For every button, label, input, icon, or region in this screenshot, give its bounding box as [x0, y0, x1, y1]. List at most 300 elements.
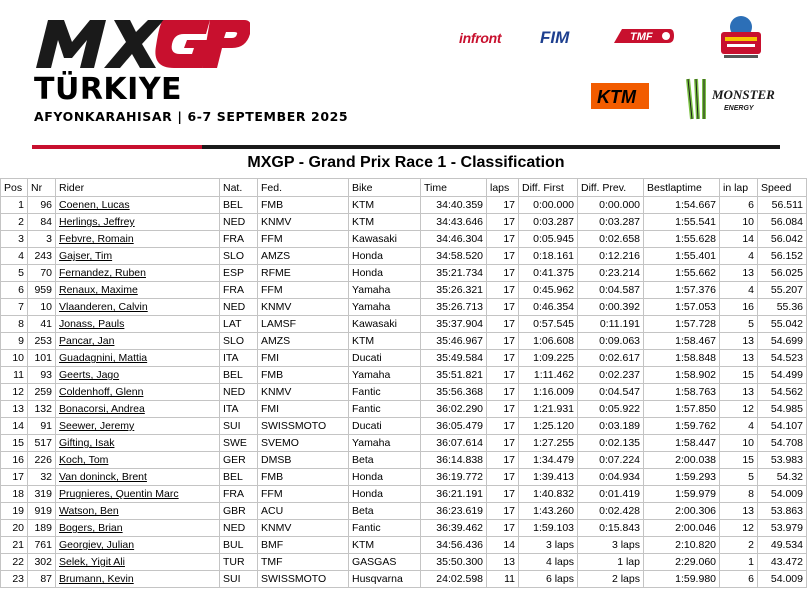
cell-bestlaptime: 1:59.979: [644, 486, 720, 503]
event-header: [0, 0, 812, 150]
cell-rider[interactable]: Vlaanderen, Calvin: [56, 299, 220, 316]
svg-text:ENERGY: ENERGY: [724, 105, 754, 112]
cell-laps: 17: [487, 469, 519, 486]
cell-diff-first: 0:46.354: [519, 299, 578, 316]
cell-nr: 87: [28, 571, 56, 588]
table-row: [1, 231, 807, 248]
cell-bestlaptime: 1:57.053: [644, 299, 720, 316]
cell-pos: 22: [1, 554, 28, 571]
cell-laps: 17: [487, 316, 519, 333]
cell-in-lap: 12: [720, 401, 758, 418]
cell-nr: 132: [28, 401, 56, 418]
col-header-in-lap: in lap: [720, 179, 758, 197]
cell-laps: 17: [487, 231, 519, 248]
fim-logo: FIM: [540, 28, 570, 47]
cell-bestlaptime: 1:58.467: [644, 333, 720, 350]
cell-pos: 13: [1, 401, 28, 418]
svg-text:KTM: KTM: [597, 87, 636, 107]
event-name: TÜRKIYE: [34, 72, 183, 107]
col-header-rider: Rider: [56, 179, 220, 197]
cell-diff-first: 0:00.000: [519, 197, 578, 214]
cell-bike: Honda: [349, 248, 421, 265]
cell-diff-first: 0:18.161: [519, 248, 578, 265]
cell-laps: 17: [487, 384, 519, 401]
cell-fed: TMF: [258, 554, 349, 571]
cell-bike: Yamaha: [349, 435, 421, 452]
cell-nr: 96: [28, 197, 56, 214]
cell-speed: 54.708: [758, 435, 807, 452]
cell-laps: 17: [487, 503, 519, 520]
cell-time: 34:43.646: [421, 214, 487, 231]
cell-bestlaptime: 1:59.293: [644, 469, 720, 486]
cell-rider[interactable]: Febvre, Romain: [56, 231, 220, 248]
cell-bestlaptime: 2:10.820: [644, 537, 720, 554]
cell-fed: FFM: [258, 231, 349, 248]
cell-bike: Fantic: [349, 520, 421, 537]
cell-time: 36:14.838: [421, 452, 487, 469]
page-title: MXGP - Grand Prix Race 1 - Classification: [247, 154, 565, 171]
cell-rider[interactable]: Prugnieres, Quentin Marc: [56, 486, 220, 503]
cell-diff-first: 0:05.945: [519, 231, 578, 248]
cell-diff-first: 1:11.462: [519, 367, 578, 384]
mxgp-logo: [34, 12, 250, 70]
cell-diff-prev: 0:00.000: [578, 197, 644, 214]
cell-laps: 17: [487, 367, 519, 384]
cell-bestlaptime: 1:55.541: [644, 214, 720, 231]
cell-bike: KTM: [349, 537, 421, 554]
table-row: [1, 401, 807, 418]
cell-nr: 93: [28, 367, 56, 384]
cell-nat: NED: [220, 384, 258, 401]
cell-diff-first: 1:25.120: [519, 418, 578, 435]
cell-bike: Ducati: [349, 350, 421, 367]
cell-in-lap: 10: [720, 214, 758, 231]
cell-speed: 54.107: [758, 418, 807, 435]
cell-diff-prev: 0:02.237: [578, 367, 644, 384]
cell-bestlaptime: 1:58.763: [644, 384, 720, 401]
cell-in-lap: 4: [720, 418, 758, 435]
cell-nat: FRA: [220, 282, 258, 299]
cell-time: 36:39.462: [421, 520, 487, 537]
cell-speed: 55.042: [758, 316, 807, 333]
cell-pos: 7: [1, 299, 28, 316]
table-row: [1, 265, 807, 282]
cell-diff-prev: 0:02.658: [578, 231, 644, 248]
cell-time: 35:50.300: [421, 554, 487, 571]
cell-in-lap: 15: [720, 452, 758, 469]
cell-fed: KNMV: [258, 384, 349, 401]
cell-fed: FFM: [258, 486, 349, 503]
cell-bestlaptime: 1:58.902: [644, 367, 720, 384]
cell-bike: Kawasaki: [349, 316, 421, 333]
cell-in-lap: 10: [720, 435, 758, 452]
cell-diff-first: 1:39.413: [519, 469, 578, 486]
cell-bike: GASGAS: [349, 554, 421, 571]
cell-pos: 19: [1, 503, 28, 520]
cell-in-lap: 13: [720, 350, 758, 367]
cell-in-lap: 4: [720, 248, 758, 265]
cell-in-lap: 4: [720, 282, 758, 299]
cell-speed: 53.979: [758, 520, 807, 537]
cell-nat: SUI: [220, 418, 258, 435]
cell-time: 36:02.290: [421, 401, 487, 418]
cell-pos: 5: [1, 265, 28, 282]
cell-time: 36:21.191: [421, 486, 487, 503]
cell-diff-prev: 0:03.189: [578, 418, 644, 435]
cell-diff-first: 0:03.287: [519, 214, 578, 231]
cell-rider[interactable]: Bonacorsi, Andrea: [56, 401, 220, 418]
cell-diff-prev: 0:00.392: [578, 299, 644, 316]
cell-speed: 56.152: [758, 248, 807, 265]
cell-fed: ACU: [258, 503, 349, 520]
cell-nat: BEL: [220, 469, 258, 486]
table-row: [1, 435, 807, 452]
cell-speed: 56.511: [758, 197, 807, 214]
col-header-pos: Pos: [1, 179, 28, 197]
cell-bike: Yamaha: [349, 299, 421, 316]
cell-nat: BEL: [220, 367, 258, 384]
table-row: [1, 282, 807, 299]
cell-speed: 56.084: [758, 214, 807, 231]
cell-bike: Honda: [349, 486, 421, 503]
cell-speed: 54.32: [758, 469, 807, 486]
table-row: [1, 520, 807, 537]
cell-laps: 14: [487, 537, 519, 554]
cell-laps: 17: [487, 333, 519, 350]
cell-pos: 4: [1, 248, 28, 265]
cell-laps: 17: [487, 265, 519, 282]
col-header-bike: Bike: [349, 179, 421, 197]
cell-time: 34:40.359: [421, 197, 487, 214]
cell-time: 36:05.479: [421, 418, 487, 435]
cell-diff-prev: 0:04.934: [578, 469, 644, 486]
cell-speed: 54.009: [758, 486, 807, 503]
cell-bestlaptime: 1:59.980: [644, 571, 720, 588]
cell-fed: AMZS: [258, 333, 349, 350]
cell-speed: 54.699: [758, 333, 807, 350]
table-row: [1, 316, 807, 333]
cell-time: 36:19.772: [421, 469, 487, 486]
cell-bestlaptime: 1:58.447: [644, 435, 720, 452]
table-row: [1, 299, 807, 316]
cell-speed: 54.523: [758, 350, 807, 367]
cell-bike: Fantic: [349, 401, 421, 418]
cell-nr: 226: [28, 452, 56, 469]
cell-pos: 20: [1, 520, 28, 537]
table-row: [1, 333, 807, 350]
cell-nat: NED: [220, 299, 258, 316]
ktm-logo: [591, 83, 649, 109]
cell-nr: 919: [28, 503, 56, 520]
table-row: [1, 469, 807, 486]
cell-rider[interactable]: Guadagnini, Mattia: [56, 350, 220, 367]
cell-pos: 3: [1, 231, 28, 248]
cell-in-lap: 1: [720, 554, 758, 571]
cell-fed: AMZS: [258, 248, 349, 265]
table-row: [1, 503, 807, 520]
cell-rider[interactable]: Selek, Yigit Ali: [56, 554, 220, 571]
cell-nr: 319: [28, 486, 56, 503]
cell-diff-first: 1:16.009: [519, 384, 578, 401]
table-row: [1, 197, 807, 214]
cell-nat: TUR: [220, 554, 258, 571]
cell-laps: 17: [487, 350, 519, 367]
cell-pos: 10: [1, 350, 28, 367]
cell-diff-prev: 0:02.135: [578, 435, 644, 452]
cell-in-lap: 13: [720, 333, 758, 350]
cell-bike: Yamaha: [349, 282, 421, 299]
cell-diff-first: 1:21.931: [519, 401, 578, 418]
cell-time: 35:37.904: [421, 316, 487, 333]
cell-diff-first: 1:09.225: [519, 350, 578, 367]
cell-laps: 17: [487, 282, 519, 299]
table-row: [1, 554, 807, 571]
cell-speed: 54.562: [758, 384, 807, 401]
cell-in-lap: 6: [720, 197, 758, 214]
cell-rider[interactable]: Brumann, Kevin: [56, 571, 220, 588]
cell-diff-prev: 0:07.224: [578, 452, 644, 469]
cell-speed: 55.207: [758, 282, 807, 299]
table-row: [1, 486, 807, 503]
cell-time: 34:56.436: [421, 537, 487, 554]
cell-fed: SWISSMOTO: [258, 418, 349, 435]
cell-in-lap: 13: [720, 384, 758, 401]
cell-laps: 11: [487, 571, 519, 588]
cell-laps: 17: [487, 299, 519, 316]
cell-bike: Husqvarna: [349, 571, 421, 588]
festival-logo: [718, 14, 764, 60]
col-header-bestlaptime: Bestlaptime: [644, 179, 720, 197]
cell-in-lap: 6: [720, 571, 758, 588]
cell-nat: FRA: [220, 486, 258, 503]
col-header-diff-first: Diff. First: [519, 179, 578, 197]
cell-speed: 49.534: [758, 537, 807, 554]
cell-rider[interactable]: Watson, Ben: [56, 503, 220, 520]
cell-bestlaptime: 2:00.306: [644, 503, 720, 520]
cell-in-lap: 13: [720, 265, 758, 282]
cell-nr: 253: [28, 333, 56, 350]
svg-text:MONSTER: MONSTER: [712, 87, 775, 102]
cell-speed: 56.042: [758, 231, 807, 248]
cell-pos: 16: [1, 452, 28, 469]
monster-energy-logo: [684, 75, 776, 123]
cell-nr: 41: [28, 316, 56, 333]
cell-laps: 13: [487, 554, 519, 571]
cell-time: 35:26.321: [421, 282, 487, 299]
cell-bestlaptime: 2:29.060: [644, 554, 720, 571]
cell-rider[interactable]: Renaux, Maxime: [56, 282, 220, 299]
cell-rider[interactable]: Bogers, Brian: [56, 520, 220, 537]
cell-bike: Ducati: [349, 418, 421, 435]
cell-diff-prev: 0:01.419: [578, 486, 644, 503]
cell-pos: 12: [1, 384, 28, 401]
cell-rider[interactable]: Coldenhoff, Glenn: [56, 384, 220, 401]
svg-text:TMF: TMF: [630, 31, 653, 43]
col-header-speed: Speed: [758, 179, 807, 197]
cell-diff-first: 1:34.479: [519, 452, 578, 469]
cell-pos: 17: [1, 469, 28, 486]
cell-rider[interactable]: Gifting, Isak: [56, 435, 220, 452]
cell-in-lap: 5: [720, 469, 758, 486]
table-row: [1, 537, 807, 554]
cell-pos: 9: [1, 333, 28, 350]
cell-bestlaptime: 1:57.376: [644, 282, 720, 299]
cell-laps: 17: [487, 401, 519, 418]
cell-fed: FFM: [258, 282, 349, 299]
cell-rider[interactable]: Coenen, Lucas: [56, 197, 220, 214]
cell-time: 24:02.598: [421, 571, 487, 588]
table-row: [1, 571, 807, 588]
col-header-nr: Nr: [28, 179, 56, 197]
table-header-row: [1, 179, 807, 197]
cell-rider[interactable]: Gajser, Tim: [56, 248, 220, 265]
cell-pos: 15: [1, 435, 28, 452]
cell-diff-prev: 0:04.547: [578, 384, 644, 401]
cell-fed: SVEMO: [258, 435, 349, 452]
cell-time: 35:56.368: [421, 384, 487, 401]
cell-fed: FMI: [258, 350, 349, 367]
cell-diff-prev: 0:11.191: [578, 316, 644, 333]
tmf-logo: [612, 27, 676, 45]
col-header-time: Time: [421, 179, 487, 197]
cell-time: 35:51.821: [421, 367, 487, 384]
cell-rider[interactable]: Pancar, Jan: [56, 333, 220, 350]
cell-nat: SLO: [220, 333, 258, 350]
cell-speed: 54.985: [758, 401, 807, 418]
cell-diff-prev: 0:03.287: [578, 214, 644, 231]
cell-rider[interactable]: Fernandez, Ruben: [56, 265, 220, 282]
cell-nat: NED: [220, 214, 258, 231]
header-divider: [32, 145, 780, 149]
cell-fed: KNMV: [258, 299, 349, 316]
cell-nat: SUI: [220, 571, 258, 588]
cell-nr: 761: [28, 537, 56, 554]
cell-rider[interactable]: Herlings, Jeffrey: [56, 214, 220, 231]
cell-nr: 243: [28, 248, 56, 265]
cell-nat: GBR: [220, 503, 258, 520]
cell-in-lap: 13: [720, 503, 758, 520]
cell-diff-prev: 1 lap: [578, 554, 644, 571]
cell-rider[interactable]: Georgiev, Julian: [56, 537, 220, 554]
cell-fed: SWISSMOTO: [258, 571, 349, 588]
cell-speed: 43.472: [758, 554, 807, 571]
cell-pos: 18: [1, 486, 28, 503]
cell-diff-prev: 0:23.214: [578, 265, 644, 282]
cell-fed: KNMV: [258, 520, 349, 537]
cell-speed: 53.983: [758, 452, 807, 469]
cell-in-lap: 12: [720, 520, 758, 537]
cell-nat: BEL: [220, 197, 258, 214]
cell-time: 34:58.520: [421, 248, 487, 265]
cell-bestlaptime: 1:54.667: [644, 197, 720, 214]
cell-nr: 3: [28, 231, 56, 248]
cell-nat: GER: [220, 452, 258, 469]
cell-laps: 17: [487, 197, 519, 214]
cell-bike: Honda: [349, 469, 421, 486]
cell-bestlaptime: 1:55.401: [644, 248, 720, 265]
cell-pos: 14: [1, 418, 28, 435]
cell-in-lap: 14: [720, 231, 758, 248]
cell-nr: 189: [28, 520, 56, 537]
cell-nat: SWE: [220, 435, 258, 452]
cell-diff-prev: 0:12.216: [578, 248, 644, 265]
cell-rider[interactable]: Koch, Tom: [56, 452, 220, 469]
cell-in-lap: 8: [720, 486, 758, 503]
cell-pos: 8: [1, 316, 28, 333]
table-row: [1, 367, 807, 384]
table-row: [1, 384, 807, 401]
cell-nr: 259: [28, 384, 56, 401]
cell-pos: 21: [1, 537, 28, 554]
classification-table: [0, 178, 807, 588]
col-header-nat: Nat.: [220, 179, 258, 197]
cell-bestlaptime: 2:00.046: [644, 520, 720, 537]
cell-diff-first: 0:45.962: [519, 282, 578, 299]
cell-diff-first: 1:43.260: [519, 503, 578, 520]
cell-bestlaptime: 1:59.762: [644, 418, 720, 435]
cell-nr: 70: [28, 265, 56, 282]
cell-bestlaptime: 1:55.628: [644, 231, 720, 248]
cell-nat: ESP: [220, 265, 258, 282]
cell-bike: Kawasaki: [349, 231, 421, 248]
table-row: [1, 418, 807, 435]
cell-speed: 55.36: [758, 299, 807, 316]
cell-nr: 10: [28, 299, 56, 316]
cell-diff-prev: 0:15.843: [578, 520, 644, 537]
cell-bestlaptime: 1:57.850: [644, 401, 720, 418]
cell-bestlaptime: 1:55.662: [644, 265, 720, 282]
cell-bike: KTM: [349, 214, 421, 231]
cell-nat: NED: [220, 520, 258, 537]
table-row: [1, 214, 807, 231]
cell-time: 35:21.734: [421, 265, 487, 282]
cell-rider[interactable]: Geerts, Jago: [56, 367, 220, 384]
cell-time: 34:46.304: [421, 231, 487, 248]
cell-diff-first: 6 laps: [519, 571, 578, 588]
cell-nr: 101: [28, 350, 56, 367]
cell-time: 35:46.967: [421, 333, 487, 350]
table-row: [1, 350, 807, 367]
cell-laps: 17: [487, 418, 519, 435]
cell-nr: 517: [28, 435, 56, 452]
cell-speed: 54.009: [758, 571, 807, 588]
cell-diff-prev: 0:04.587: [578, 282, 644, 299]
table-row: [1, 452, 807, 469]
cell-pos: 2: [1, 214, 28, 231]
cell-rider[interactable]: Seewer, Jeremy: [56, 418, 220, 435]
cell-rider[interactable]: Jonass, Pauls: [56, 316, 220, 333]
cell-time: 35:49.584: [421, 350, 487, 367]
cell-rider[interactable]: Van doninck, Brent: [56, 469, 220, 486]
cell-in-lap: 2: [720, 537, 758, 554]
cell-diff-first: 3 laps: [519, 537, 578, 554]
cell-nat: BUL: [220, 537, 258, 554]
cell-diff-first: 0:57.545: [519, 316, 578, 333]
cell-nat: ITA: [220, 350, 258, 367]
cell-laps: 17: [487, 452, 519, 469]
cell-pos: 11: [1, 367, 28, 384]
col-header-laps: laps: [487, 179, 519, 197]
cell-diff-prev: 0:02.428: [578, 503, 644, 520]
cell-diff-first: 1:40.832: [519, 486, 578, 503]
cell-bike: Fantic: [349, 384, 421, 401]
cell-bike: KTM: [349, 333, 421, 350]
cell-diff-prev: 0:02.617: [578, 350, 644, 367]
cell-laps: 17: [487, 214, 519, 231]
cell-in-lap: 16: [720, 299, 758, 316]
cell-diff-prev: 3 laps: [578, 537, 644, 554]
cell-time: 35:26.713: [421, 299, 487, 316]
